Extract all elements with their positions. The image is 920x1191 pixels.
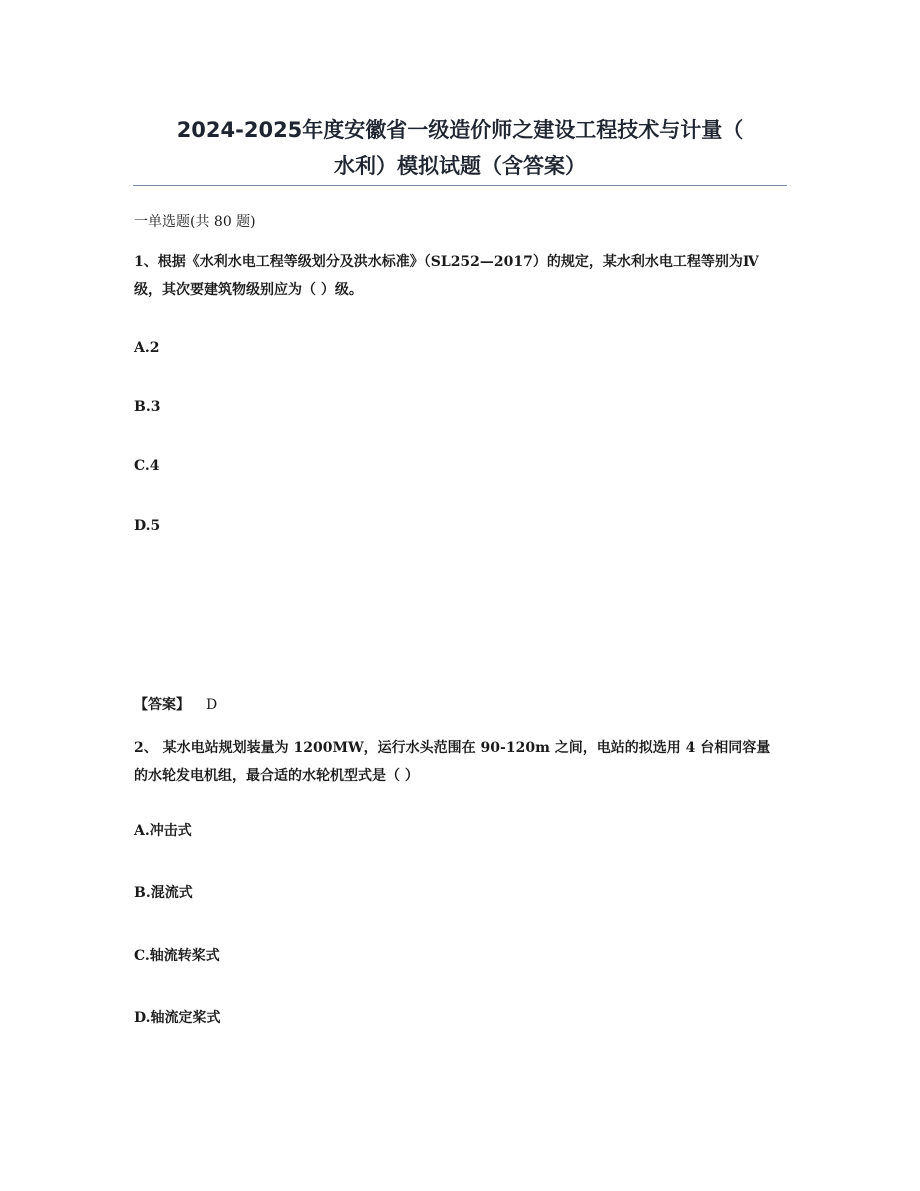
title-divider	[133, 185, 787, 186]
question-2-option-b: B.混流式	[134, 885, 193, 901]
question-1-stem: 1、根据《水利水电工程等级划分及洪水标准》（SL252—2017）的规定，某水利水电工程等别为Ⅳ级，其次要建筑物级别应为（ ）级。	[134, 254, 759, 298]
question-1-option-b: B.3	[134, 399, 161, 415]
section-heading: 一单选题(共 80 题)	[134, 214, 256, 230]
document-title	[110, 112, 810, 184]
question-2-option-d: D.轴流定桨式	[134, 1010, 221, 1026]
answer-label: 【答案】	[134, 697, 190, 713]
question-1-option-a: A.2	[134, 340, 160, 356]
question-2-stem: 2、 某水电站规划装量为 1200MW，运行水头范围在 90-120m 之间，电站的拟选用 4 台相同容量的水轮发电机组，最合适的水轮机型式是（ ）	[134, 740, 771, 784]
answer-value: D	[206, 697, 218, 713]
document-title-line-1: 2024-2025年度安徽省一级造价师之建设工程技术与计量（	[176, 118, 744, 142]
question-1-option-c: C.4	[134, 458, 160, 474]
question-1-option-d: D.5	[134, 518, 161, 534]
question-2-option-a: A.冲击式	[134, 823, 192, 839]
document-title-line-2: 水利）模拟试题（含答案）	[334, 154, 586, 178]
question-1-answer	[134, 694, 217, 716]
question-2-option-c: C.轴流转桨式	[134, 948, 220, 964]
